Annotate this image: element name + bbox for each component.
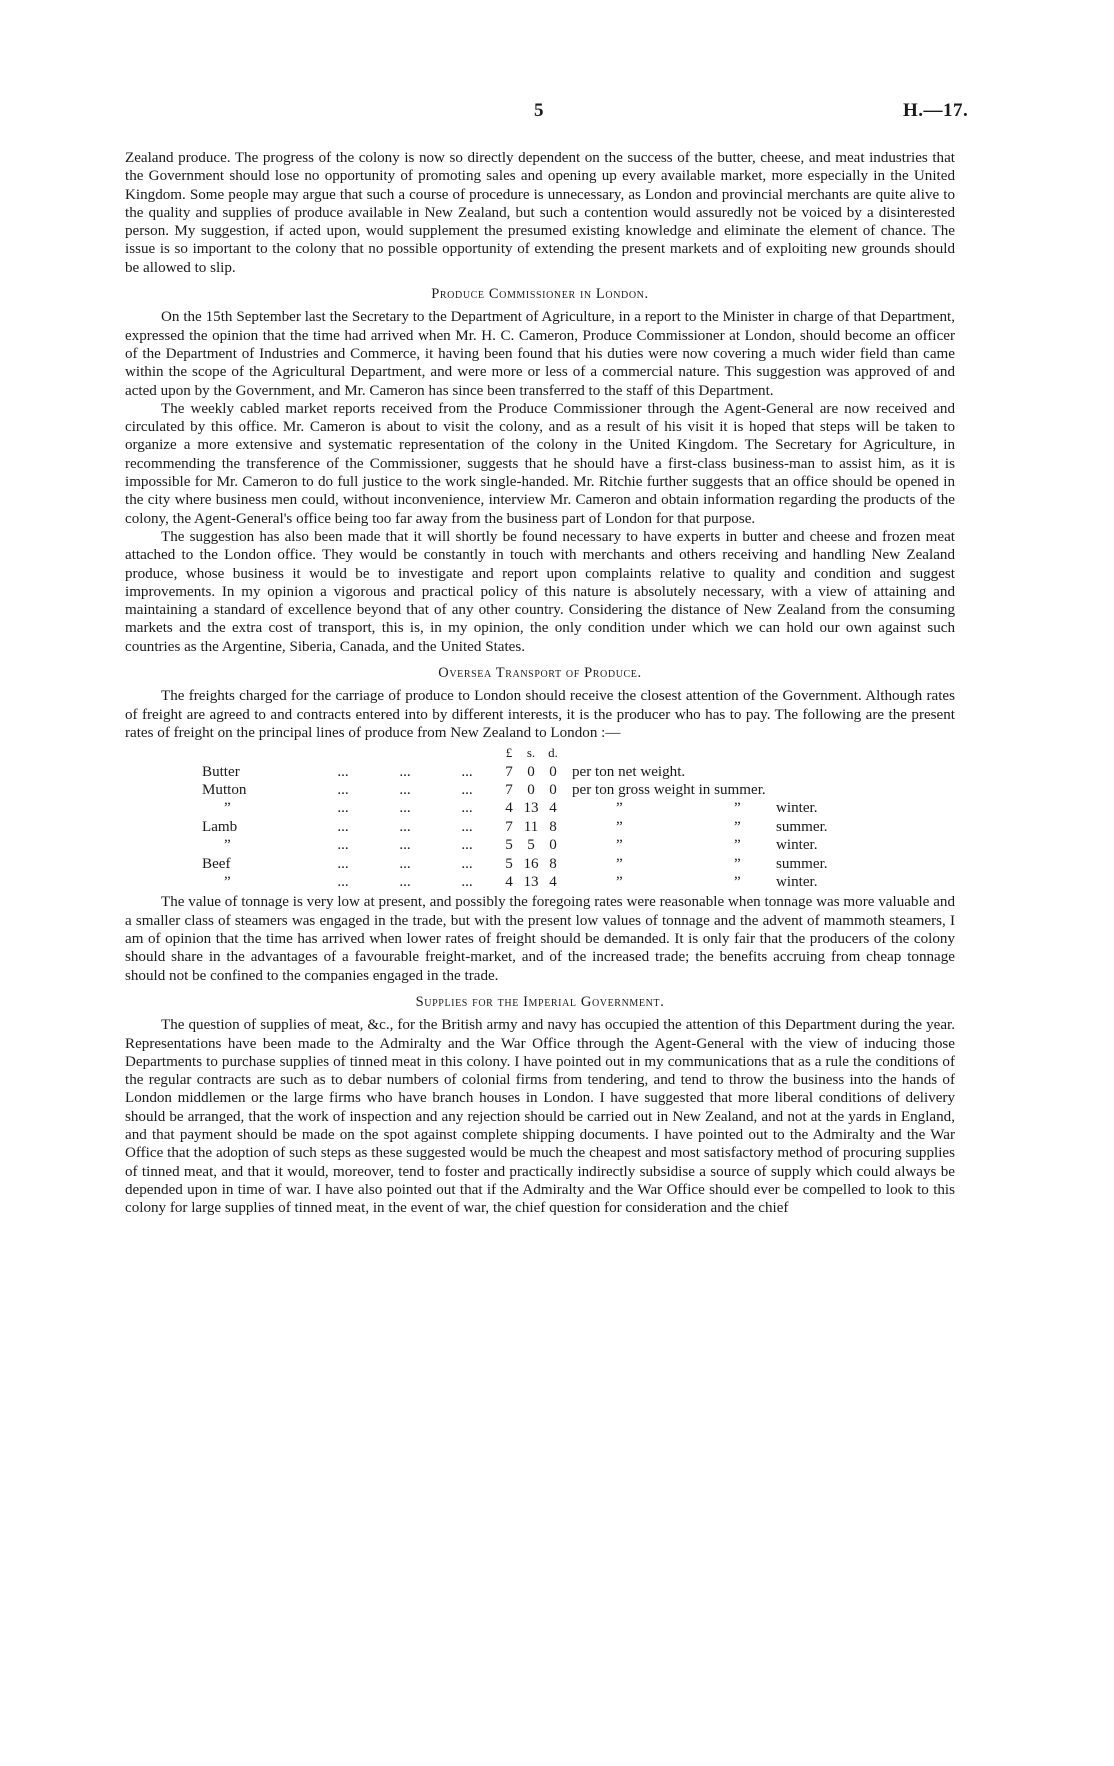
table-row bbox=[202, 855, 828, 873]
pence-value: 8 bbox=[549, 818, 557, 835]
paragraph: The question of supplies of meat, &c., for the British army and navy has occupied the attention of this Department during the year. Representations have been made to the Admiralty and the War Office through the Agent-General with the view of inducing those Departments to purchase supplies of tinned meat in this colony. I have pointed out in my communications that as a rule the conditions of the regular contracts are such as to debar numbers of colonial firms from tendering, and tend to throw the business into the hands of London middlemen or the large firms who have branch houses in London. I have suggested that more liberal conditions of delivery should be arranged, that the work of inspection and any rejection should be carried out in New Zealand, and not at the yards in England, and that payment should be made on the spot against complete shipping documents. I have pointed out to the Admiralty and the War Office that the adoption of such steps as these suggested would be much the cheapest and most satisfactory method of procuring supplies of tinned meat, and that it would, moreover, tend to foster and practically indirectly subsidise a source of supply which could always be depended upon in time of war. I have also pointed out that if the Admiralty and the War Office should ever be compelled to look to this colony for large supplies of tinned meat, in the event of war, the chief question for consideration and the chief bbox=[125, 1017, 955, 1217]
leader-dots: ... bbox=[337, 855, 349, 872]
table-row bbox=[202, 818, 828, 836]
table-row bbox=[202, 836, 828, 854]
leader-dots: ... bbox=[337, 782, 349, 799]
leader-dots: ... bbox=[461, 782, 473, 799]
section-heading-produce-commissioner: Produce Commissioner in London. bbox=[431, 286, 649, 303]
ditto-mark: ” bbox=[224, 837, 231, 854]
pence-value: 0 bbox=[549, 782, 557, 799]
column-header-pence: d. bbox=[548, 745, 558, 761]
ditto-mark: ” bbox=[616, 855, 623, 872]
table-row bbox=[202, 799, 828, 817]
ditto-mark: ” bbox=[224, 874, 231, 891]
rate-unit: summer. bbox=[776, 855, 828, 872]
item-name: Beef bbox=[202, 855, 231, 872]
ditto-mark: ” bbox=[734, 874, 741, 891]
freight-rates-table bbox=[202, 744, 828, 891]
shillings-value: 13 bbox=[523, 874, 539, 891]
leader-dots: ... bbox=[337, 800, 349, 817]
leader-dots: ... bbox=[399, 855, 411, 872]
pounds-value: 7 bbox=[505, 763, 513, 780]
rate-unit: winter. bbox=[776, 874, 818, 891]
pence-value: 4 bbox=[549, 800, 557, 817]
table-row bbox=[202, 763, 828, 781]
pence-value: 4 bbox=[549, 874, 557, 891]
shillings-value: 0 bbox=[527, 782, 535, 799]
leader-dots: ... bbox=[399, 782, 411, 799]
ditto-mark: ” bbox=[616, 837, 623, 854]
ditto-mark: ” bbox=[734, 837, 741, 854]
paragraph: The weekly cabled market reports received from the Produce Commissioner through the Agent-General are now received and circulated by this office. Mr. Cameron is about to visit the colony, and as a result of his visit it is hoped that steps will be taken to organize a more extensive and systematic representation of the colony in the United Kingdom. The Secretary for Agriculture, in recommending the transference of the Commissioner, suggests that he should have a first-class business-man to assist him, as it is impossible for Mr. Cameron to do full justice to the work single-handed. Mr. Ritchie further suggests that an office should be opened in the city where business men could, without inconvenience, interview Mr. Cameron and obtain information regarding the products of the colony, the Agent-General's office being too far away from the business part of London for that purpose. bbox=[125, 400, 955, 527]
table-row bbox=[202, 873, 828, 891]
item-name: Lamb bbox=[202, 818, 238, 835]
leader-dots: ... bbox=[337, 874, 349, 891]
shillings-value: 11 bbox=[523, 818, 539, 835]
pence-value: 8 bbox=[549, 855, 557, 872]
table-header-row bbox=[202, 744, 828, 762]
item-name: Butter bbox=[202, 763, 240, 780]
leader-dots: ... bbox=[461, 837, 473, 854]
leader-dots: ... bbox=[461, 818, 473, 835]
leader-dots: ... bbox=[399, 874, 411, 891]
rate-unit: winter. bbox=[776, 800, 818, 817]
item-name: Mutton bbox=[202, 782, 247, 799]
ditto-mark: ” bbox=[616, 874, 623, 891]
leader-dots: ... bbox=[399, 800, 411, 817]
shillings-value: 0 bbox=[527, 763, 535, 780]
table-row bbox=[202, 781, 828, 799]
page-header bbox=[0, 100, 1114, 124]
shillings-value: 16 bbox=[523, 855, 539, 872]
shillings-value: 5 bbox=[527, 837, 535, 854]
document-body bbox=[125, 149, 955, 1218]
section-heading-imperial-supplies: Supplies for the Imperial Government. bbox=[415, 993, 665, 1010]
paragraph: The suggestion has also been made that it will shortly be found necessary to have experts in butter and cheese and frozen meat attached to the London office. They would be constantly in touch with merchants and others receiving and handling New Zealand produce, whose business it would be to investigate and report upon complaints relative to quality and condition and suggest improvements. In my opinion a vigorous and practical policy of this nature is absolutely necessary, with a view of attaining and maintaining a standard of excellence beyond that of any other country. Considering the distance of New Zealand from the consuming markets and the extra cost of transport, this is, in my opinion, the only condition under which we can hold our own against such countries as the Argentine, Siberia, Canada, and the United States. bbox=[125, 528, 955, 655]
document-reference: H.—17. bbox=[903, 100, 969, 121]
leader-dots: ... bbox=[337, 818, 349, 835]
pounds-value: 7 bbox=[505, 818, 513, 835]
column-header-pounds: £ bbox=[505, 745, 513, 761]
ditto-mark: ” bbox=[734, 855, 741, 872]
paragraph: On the 15th September last the Secretary to the Department of Agriculture, in a report to the Minister in charge of that Department, expressed the opinion that the time had arrived when Mr. H. C. Cameron, Produce Commissioner at London, should become an officer of the Department of Industries and Commerce, it having been found that his duties were now covering a much wider field than came within the scope of the Agricultural Department, and were more or less of a commercial nature. This suggestion was approved of and acted upon by the Government, and Mr. Cameron has since been transferred to the staff of this Department. bbox=[125, 309, 955, 399]
ditto-mark: ” bbox=[616, 800, 623, 817]
leader-dots: ... bbox=[337, 763, 349, 780]
pounds-value: 4 bbox=[505, 800, 513, 817]
leader-dots: ... bbox=[399, 763, 411, 780]
rate-unit: winter. bbox=[776, 837, 818, 854]
paragraph: The freights charged for the carriage of produce to London should receive the closest attention of the Government. Although rates of freight are agreed to and contracts entered into by different interests, it is the producer who has to pay. The following are the present rates of freight on the principal lines of produce from New Zealand to London :— bbox=[125, 688, 955, 741]
leader-dots: ... bbox=[461, 855, 473, 872]
section-heading-oversea-transport: Oversea Transport of Produce. bbox=[438, 665, 642, 682]
leader-dots: ... bbox=[461, 874, 473, 891]
pounds-value: 4 bbox=[505, 874, 513, 891]
pounds-value: 5 bbox=[505, 837, 513, 854]
leader-dots: ... bbox=[337, 837, 349, 854]
leader-dots: ... bbox=[461, 763, 473, 780]
pence-value: 0 bbox=[549, 763, 557, 780]
paragraph: The value of tonnage is very low at present, and possibly the foregoing rates were reasonable when tonnage was more valuable and a smaller class of steamers was engaged in the trade, but with the present low values of tonnage and the advent of mammoth steamers, I am of opinion that the time has arrived when lower rates of freight should be demanded. It is only fair that the producers of the colony should share in the advantages of a favourable freight-market, and of the increased trade; the benefits accruing from cheap tonnage should not be confined to the companies engaged in the trade. bbox=[125, 894, 955, 984]
paragraph: Zealand produce. The progress of the colony is now so directly dependent on the success of the butter, cheese, and meat industries that the Government should lose no opportunity of promoting sales and opening up every available market, more especially in the United Kingdom. Some people may argue that such a course of procedure is unnecessary, as London and provincial merchants are quite alive to the quality and supplies of produce available in New Zealand, but such a contention would assuredly not be voiced by a disinterested person. My suggestion, if acted upon, would supplement the presumed existing knowledge and eliminate the element of chance. The issue is so important to the colony that no possible opportunity of extending the present markets and of exploiting new grounds should be allowed to slip. bbox=[125, 150, 955, 276]
ditto-mark: ” bbox=[224, 800, 231, 817]
leader-dots: ... bbox=[399, 818, 411, 835]
shillings-value: 13 bbox=[523, 800, 539, 817]
leader-dots: ... bbox=[461, 800, 473, 817]
pounds-value: 5 bbox=[505, 855, 513, 872]
ditto-mark: ” bbox=[734, 800, 741, 817]
column-header-shillings: s. bbox=[526, 745, 536, 761]
rate-unit: summer. bbox=[776, 818, 828, 835]
pounds-value: 7 bbox=[505, 782, 513, 799]
page-number: 5 bbox=[534, 100, 544, 121]
leader-dots: ... bbox=[399, 837, 411, 854]
ditto-mark: ” bbox=[734, 818, 741, 835]
pence-value: 0 bbox=[549, 837, 557, 854]
rate-unit: per ton gross weight in summer. bbox=[572, 782, 766, 799]
ditto-mark: ” bbox=[616, 818, 623, 835]
rate-unit: per ton net weight. bbox=[572, 763, 686, 780]
